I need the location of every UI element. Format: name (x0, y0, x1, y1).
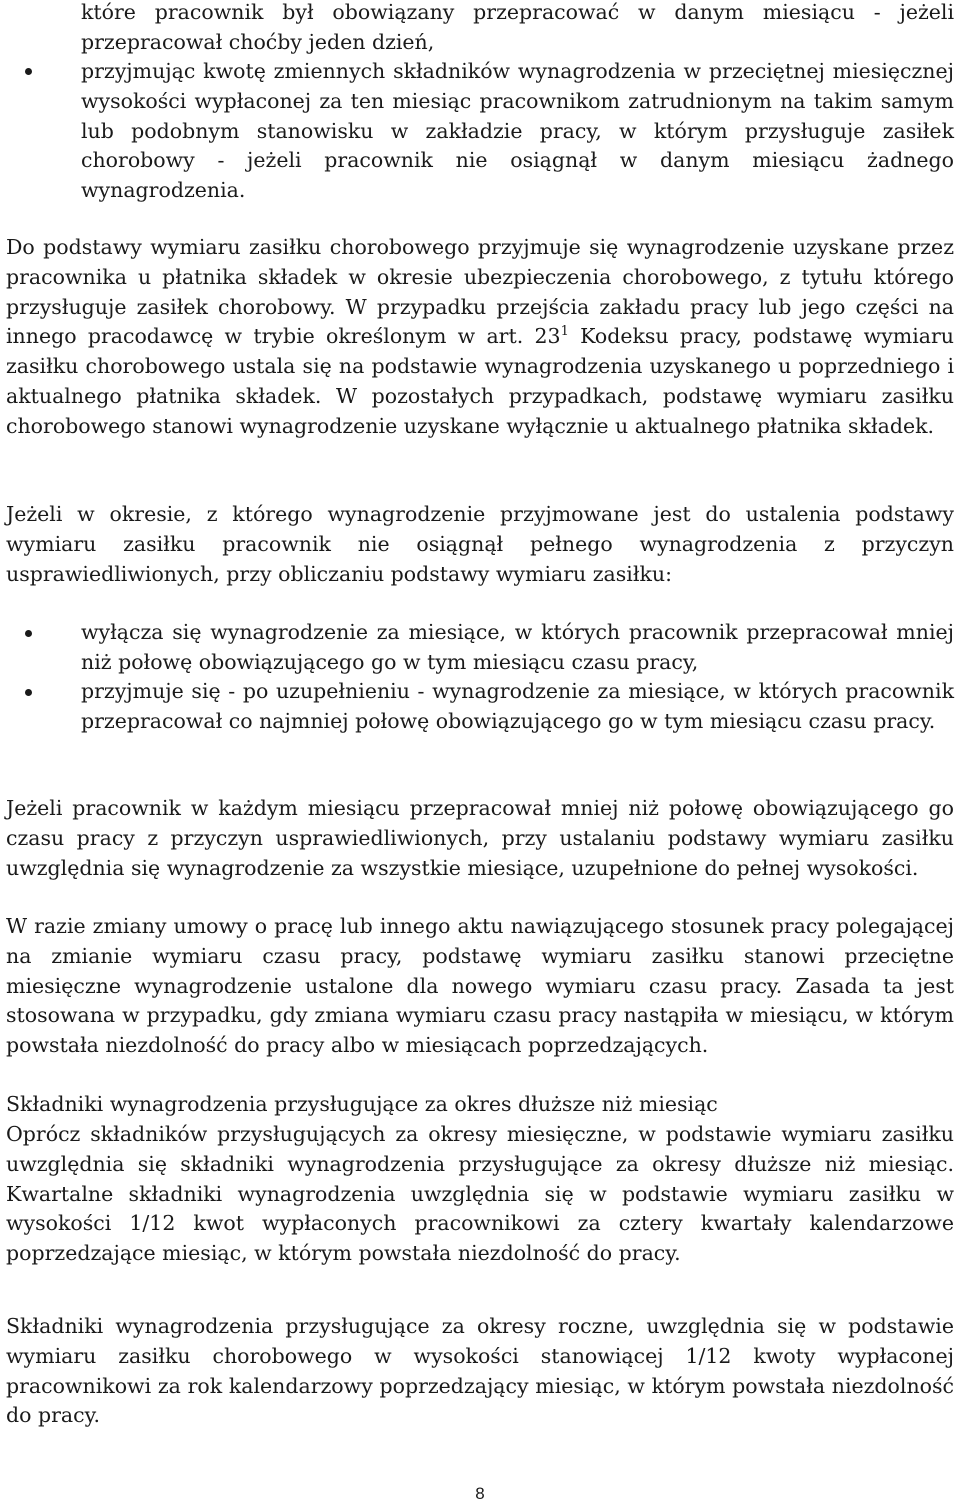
bullet-text: wyłącza się wynagrodzenie za miesiące, w których pracownik przepracował mniej niż połowę obowiązującego go w tym miesiącu czasu pracy, (81, 620, 954, 674)
bullet-text: przyjmuje się - po uzupełnieniu - wynagrodzenie za miesiące, w których pracownik przepracował co najmniej połowę obowiązującego go w tym miesiącu czasu pracy. (81, 679, 954, 733)
section-heading: Składniki wynagrodzenia przysługujące za okres dłuższe niż miesiąc (6, 1092, 718, 1116)
paragraph-dluzsze: Oprócz składników przysługujących za okresy miesięczne, w podstawie wymiaru zasiłku uwzględnia się składniki wynagrodzenia przysługujące za okresy dłuższe niż miesiąc. Kwartalne składniki wynagrodzenia uwzględnia się w podstawie wymiaru zasiłku w wysokości 1/12 kwot wypłaconych pracownikowi za cztery kwartały kalendarzowe poprzedzające miesiąc, w którym powstała niezdolność do pracy. (6, 1122, 954, 1266)
paragraph-roczne: Składniki wynagrodzenia przysługujące za okresy roczne, uwzględnia się w podstawie wymiaru zasiłku chorobowego w wysokości stanowiącej 1/12 kwoty wypłaconej pracownikowi za rok kalendarzowy poprzedzający miesiąc, w którym powstała niezdolność do pracy. (6, 1314, 954, 1428)
bullet-text: przyjmując kwotę zmiennych składników wynagrodzenia w przeciętnej miesięcznej wysokości wypłaconej za ten miesiąc pracownikom zatrudnionym na takim samym lub podobnym stanowisku w zakładzie pracy, w którym przysługuje zasiłek chorobowy - jeżeli pracownik nie osiągnął w danym miesiącu żadnego wynagrodzenia. (81, 59, 954, 203)
bullet-icon (25, 630, 32, 637)
superscript-1: 1 (560, 324, 569, 340)
page-number: 8 (475, 1484, 485, 1503)
bullet-continuation-text: które pracownik był obowiązany przepracować w danym miesiącu - jeżeli przepracował choćby jeden dzień, (81, 0, 954, 54)
paragraph-podstawa-part-1: Do podstawy wymiaru zasiłku chorobowego przyjmuje się wynagrodzenie uzyskane przez pracownika u płatnika składek w okresie ubezpieczenia chorobowego, z tytułu którego przysługuje zasiłek chorobowy. W przypadku przejścia zakładu pracy lub jego części na innego pracodawcę w trybie określonym w art. 23 (6, 235, 954, 349)
paragraph-podstawa (6, 233, 954, 442)
bullet-icon (25, 689, 32, 696)
paragraph-kazdym-miesiacu: Jeżeli pracownik w każdym miesiącu przepracował mniej niż połowę obowiązującego go czasu pracy z przyczyn usprawiedliwionych, przy ustalaniu podstawy wymiaru zasiłku uwzględnia się wynagrodzenie za wszystkie miesiące, uzupełnione do pełnej wysokości. (6, 796, 954, 880)
bullet-icon (25, 68, 32, 75)
paragraph-zmiana-umowy: W razie zmiany umowy o pracę lub innego aktu nawiązującego stosunek pracy polegającej na zmianie wymiaru czasu pracy, podstawę wymiaru zasiłku stanowi przeciętne miesięczne wynagrodzenie ustalone dla nowego wymiaru czasu pracy. Zasada ta jest stosowana w przypadku, gdy zmiana wymiaru czasu pracy nastąpiła w miesiącu, w którym powstała niezdolność do pracy albo w miesiącach poprzedzających. (6, 914, 954, 1058)
paragraph-jezeli-okres: Jeżeli w okresie, z którego wynagrodzenie przyjmowane jest do ustalenia podstawy wymiaru zasiłku pracownik nie osiągnął pełnego wynagrodzenia z przyczyn usprawiedliwionych, przy obliczaniu podstawy wymiaru zasiłku: (6, 502, 954, 586)
paragraph-podstawa-part-2: Kodeksu pracy, podstawę wymiaru zasiłku chorobowego ustala się na podstawie wynagrodzenia uzyskanego u poprzedniego i aktualnego płatnika składek. W pozostałych przypadkach, podstawę wymiaru zasiłku chorobowego stanowi wynagrodzenie uzyskane wyłącznie u aktualnego płatnika składek. (6, 324, 954, 438)
